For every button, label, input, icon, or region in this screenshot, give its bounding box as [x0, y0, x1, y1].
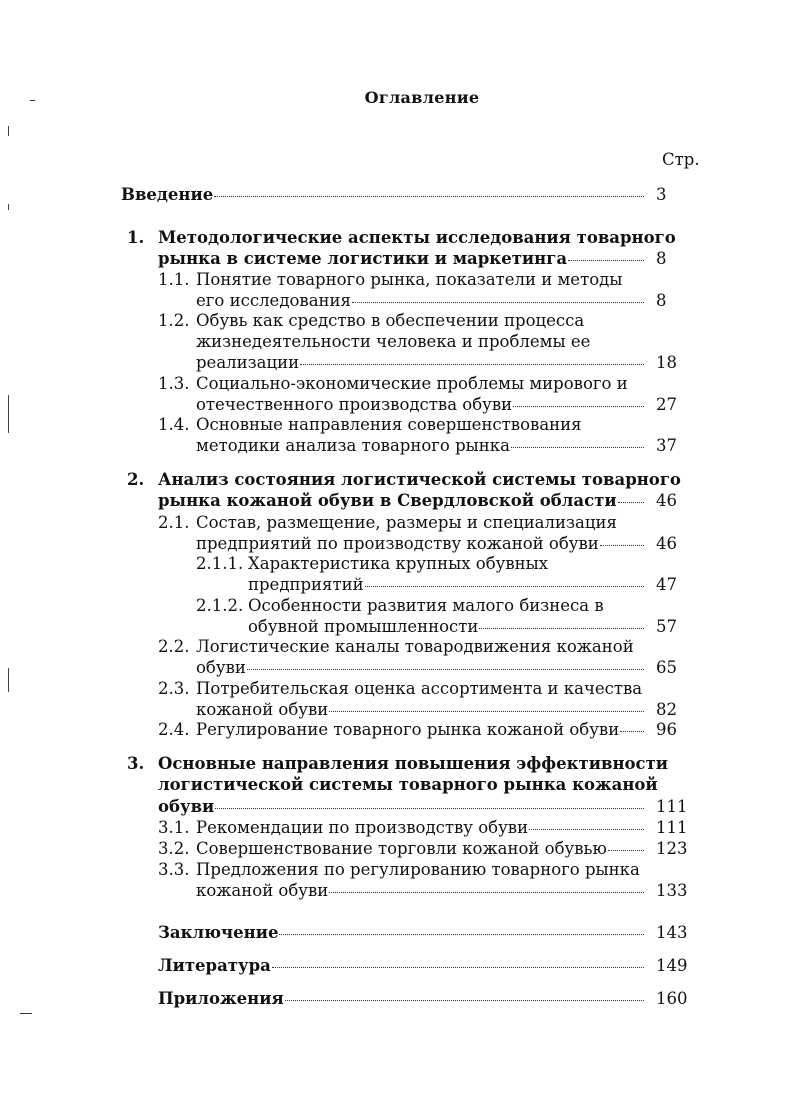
toc-line: [158, 753, 669, 774]
toc-entry-text: методики анализа товарного рынка: [196, 436, 510, 455]
toc-entry-text: Регулирование товарного рынка кожаной обуви: [196, 720, 620, 739]
page-column-label: Стр.: [662, 150, 700, 169]
page-number: 149: [656, 956, 688, 975]
toc-line: [158, 955, 648, 976]
toc-number: 1.4.: [158, 415, 190, 434]
dotted-leader: [352, 302, 644, 303]
dotted-leader: [215, 808, 644, 809]
page-number: 3: [656, 185, 667, 204]
toc-entry-text: рынка в системе логистики и маркетинга: [158, 249, 568, 268]
toc-line: [196, 678, 648, 699]
dotted-leader: [618, 502, 644, 503]
toc-entry-text: Состав, размещение, размеры и специализация: [196, 513, 617, 532]
toc-entry-text: логистической системы товарного рынка кожаной: [158, 775, 658, 794]
toc-entry-text: предприятий: [248, 575, 364, 594]
toc-entry-text: рынка кожаной обуви в Свердловской области: [158, 491, 617, 510]
toc-line: [196, 533, 648, 554]
dotted-leader: [279, 934, 644, 935]
toc-line: [196, 394, 648, 415]
toc-line: [248, 595, 648, 616]
dotted-leader: [479, 628, 644, 629]
dotted-leader: [214, 196, 644, 197]
toc-line: [158, 248, 648, 269]
toc-entry-text: Социально-экономические проблемы мирового и: [196, 374, 628, 393]
toc-number: 2.4.: [158, 720, 190, 739]
page-number: 160: [656, 989, 688, 1008]
scan-mark: [20, 1013, 32, 1014]
dotted-leader: [608, 850, 644, 851]
page-number: 65: [656, 658, 677, 677]
toc-entry-text: Введение: [121, 185, 214, 204]
toc-line: [248, 553, 648, 574]
toc-entry-text: обуви: [158, 797, 215, 816]
page-number: 143: [656, 923, 688, 942]
toc-line: [248, 616, 648, 637]
toc-number: 2.3.: [158, 679, 190, 698]
toc-entry-text: Методологические аспекты исследования товарного: [158, 228, 676, 247]
toc-number: 3.3.: [158, 860, 190, 879]
dotted-leader: [329, 892, 644, 893]
toc-entry-text: Понятие товарного рынка, показатели и методы: [196, 270, 623, 289]
dotted-leader: [529, 829, 644, 830]
dotted-leader: [600, 545, 644, 546]
toc-entry-text: Основные направления совершенствования: [196, 415, 582, 434]
toc-line: [196, 269, 648, 290]
toc-line: [196, 435, 648, 456]
toc-entry-text: Литература: [158, 956, 271, 975]
toc-line: [196, 817, 648, 838]
toc-entry-text: предприятий по производству кожаной обуви: [196, 534, 599, 553]
page-title: Оглавление: [364, 88, 480, 107]
dotted-leader: [285, 1000, 644, 1001]
page-number: 123: [656, 839, 688, 858]
toc-line: [158, 490, 648, 511]
dotted-leader: [329, 711, 644, 712]
page-number: 111: [656, 818, 688, 837]
page-number: 57: [656, 617, 677, 636]
toc-entry-text: Анализ состояния логистической системы товарного: [158, 470, 681, 489]
toc-entry-text: Логистические каналы товародвижения кожаной: [196, 637, 634, 656]
toc-entry-text: Характеристика крупных обувных: [248, 554, 549, 573]
toc-line: [248, 574, 648, 595]
toc-entry-text: Обувь как средство в обеспечении процесса: [196, 311, 585, 330]
dotted-leader: [568, 260, 644, 261]
toc-line: [196, 512, 648, 533]
toc-entry-text: Особенности развития малого бизнеса в: [248, 596, 604, 615]
dotted-leader: [247, 669, 644, 670]
toc-entry-text: жизнедеятельности человека и проблемы ее: [196, 332, 591, 351]
toc-entry-text: обувной промышленности: [248, 617, 479, 636]
scan-mark: [8, 126, 9, 136]
scan-mark: [8, 204, 9, 210]
page-number: 47: [656, 575, 677, 594]
toc-number: 2.1.: [158, 513, 190, 532]
toc-number: 3.2.: [158, 839, 190, 858]
page-number: 96: [656, 720, 677, 739]
toc-entry-text: Рекомендации по производству обуви: [196, 818, 529, 837]
toc-line: [121, 184, 648, 205]
scan-mark: [8, 395, 9, 433]
toc-line: [196, 880, 648, 901]
toc-entry-text: Потребительская оценка ассортимента и качества: [196, 679, 643, 698]
toc-line: [196, 699, 648, 720]
toc-line: [158, 988, 648, 1009]
toc-number: 3.1.: [158, 818, 190, 837]
page-number: 46: [656, 491, 677, 510]
dotted-leader: [272, 967, 644, 968]
dotted-leader: [513, 406, 644, 407]
toc-line: [158, 227, 676, 248]
toc-line: [196, 290, 648, 311]
toc-number: 1.1.: [158, 270, 190, 289]
toc-entry-text: Основные направления повышения эффективности: [158, 754, 669, 773]
toc-line: [196, 373, 648, 394]
page-number: 133: [656, 881, 688, 900]
toc-entry-text: отечественного производства обуви: [196, 395, 513, 414]
toc-line: [196, 331, 648, 352]
toc-line: [196, 414, 648, 435]
toc-line: [158, 922, 648, 943]
toc-line: [196, 310, 648, 331]
toc-number: 1.: [127, 228, 145, 247]
dotted-leader: [511, 447, 644, 448]
toc-number: 1.2.: [158, 311, 190, 330]
toc-line: [196, 719, 648, 740]
toc-entry-text: кожаной обуви: [196, 700, 329, 719]
toc-number: 2.2.: [158, 637, 190, 656]
page-number: 82: [656, 700, 677, 719]
toc-entry-text: Заключение: [158, 923, 279, 942]
toc-line: [158, 796, 648, 817]
toc-number: 1.3.: [158, 374, 190, 393]
toc-entry-text: его исследования: [196, 291, 351, 310]
toc-number: 2.1.1.: [196, 554, 244, 573]
toc-line: [196, 838, 648, 859]
scan-mark: [8, 668, 9, 692]
toc-line: [158, 774, 658, 795]
dotted-leader: [300, 364, 644, 365]
page-number: 46: [656, 534, 677, 553]
toc-line: [196, 352, 648, 373]
toc-number: 2.: [127, 470, 145, 489]
toc-entry-text: кожаной обуви: [196, 881, 329, 900]
toc-entry-text: реализации: [196, 353, 300, 372]
toc-line: [196, 859, 648, 880]
page-number: 27: [656, 395, 677, 414]
page-number: 8: [656, 291, 667, 310]
page-number: 18: [656, 353, 677, 372]
toc-number: 2.1.2.: [196, 596, 244, 615]
scan-mark: [30, 100, 35, 101]
toc-entry-text: Приложения: [158, 989, 284, 1008]
page-number: 37: [656, 436, 677, 455]
toc-line: [196, 657, 648, 678]
page-number: 111: [656, 797, 688, 816]
toc-line: [196, 636, 648, 657]
page-number: 8: [656, 249, 667, 268]
toc-entry-text: обуви: [196, 658, 246, 677]
toc-line: [158, 469, 681, 490]
dotted-leader: [365, 586, 644, 587]
toc-number: 3.: [127, 754, 145, 773]
toc-entry-text: Предложения по регулированию товарного рынка: [196, 860, 640, 879]
toc-entry-text: Совершенствование торговли кожаной обувью: [196, 839, 607, 858]
dotted-leader: [620, 731, 644, 732]
